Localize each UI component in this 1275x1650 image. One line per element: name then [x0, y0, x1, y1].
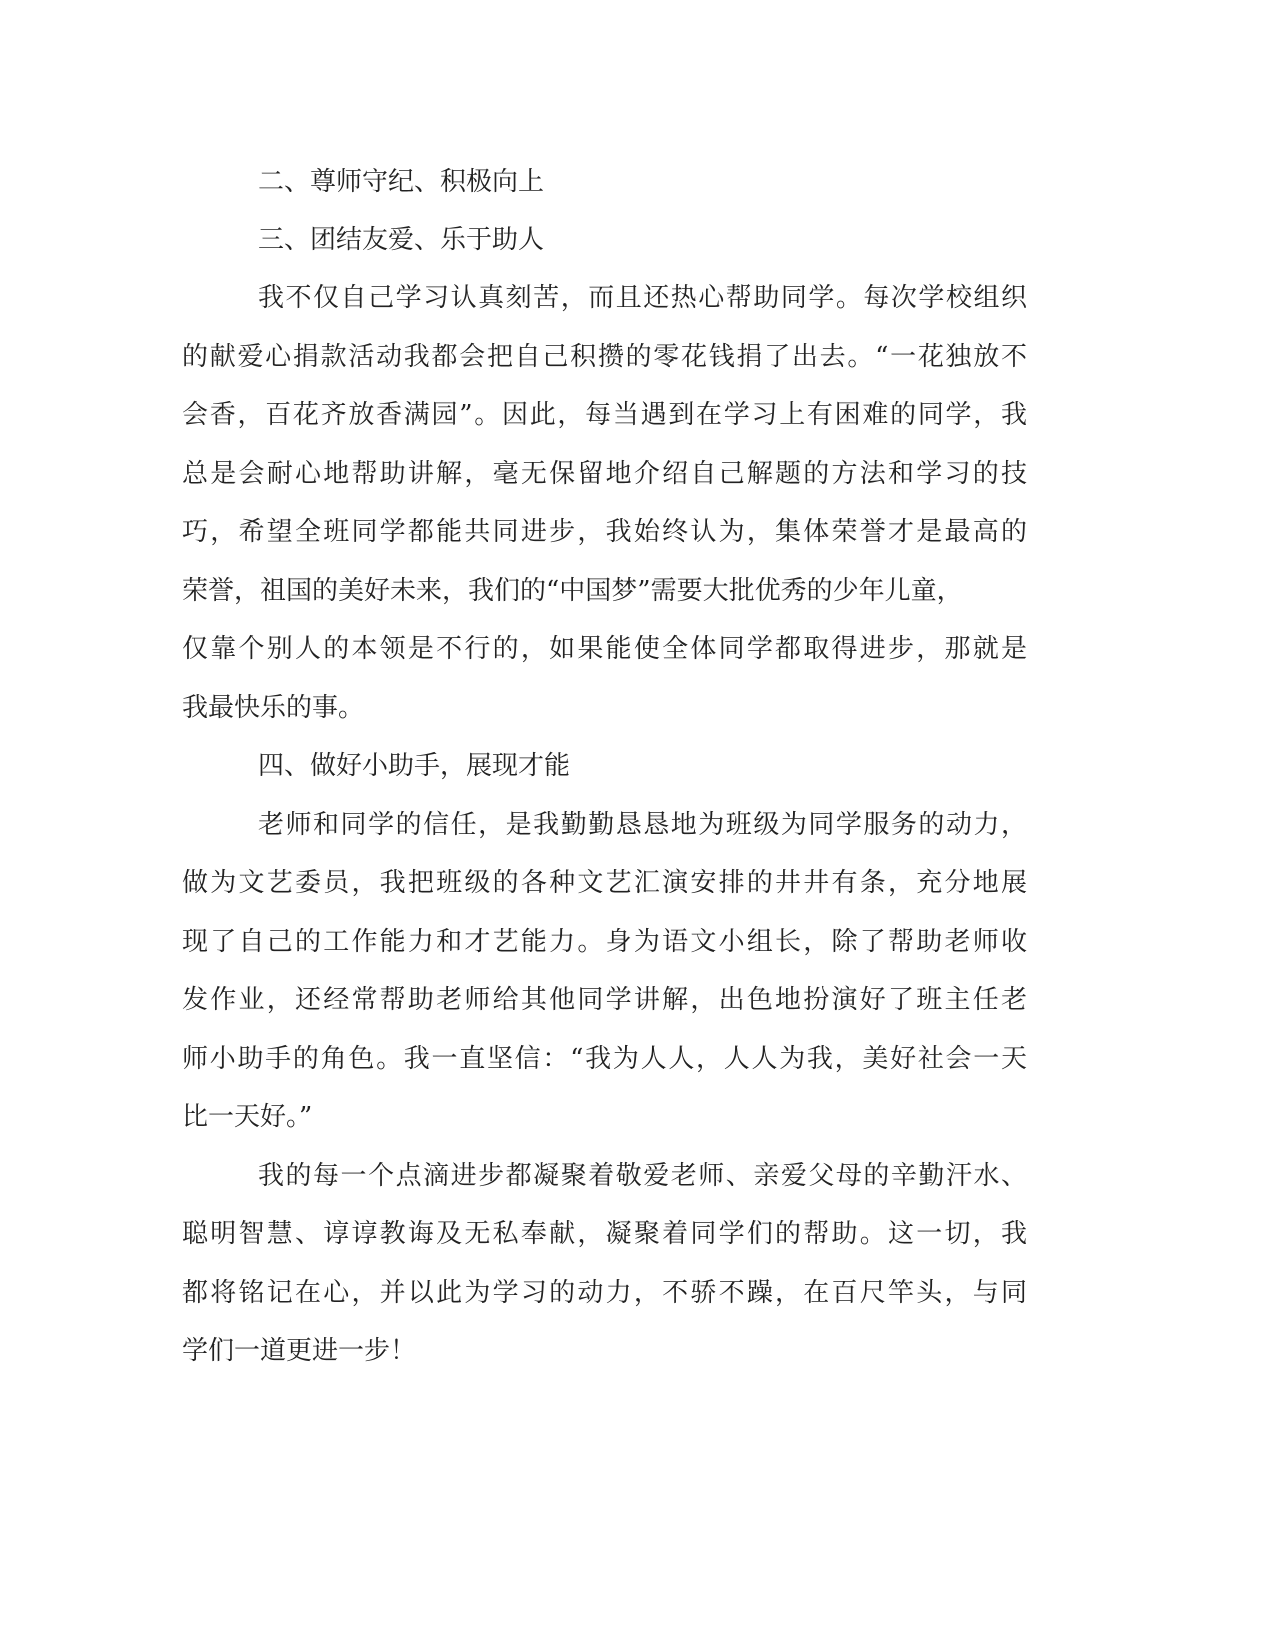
paragraph-line: 会香，百花齐放香满园”。因此，每当遇到在学习上有困难的同学，我	[182, 400, 1027, 430]
paragraph-line: 仅靠个别人的本领是不行的，如果能使全体同学都取得进步，那就是	[182, 634, 1027, 664]
paragraph-line: 做为文艺委员，我把班级的各种文艺汇演安排的井井有条，充分地展	[182, 868, 1027, 898]
paragraph-line: 总是会耐心地帮助讲解，毫无保留地介绍自己解题的方法和学习的技	[182, 459, 1027, 489]
paragraph-line: 比一天好。”	[182, 1102, 313, 1132]
paragraph-line: 现了自己的工作能力和才艺能力。身为语文小组长，除了帮助老师收	[182, 927, 1027, 957]
paragraph-line: 我最快乐的事。	[182, 693, 365, 723]
heading-4: 四、做好小助手，展现才能	[258, 751, 571, 781]
paragraph-line: 老师和同学的信任，是我勤勤恳恳地为班级为同学服务的动力，	[258, 810, 1027, 840]
paragraph-line: 的献爱心捐款活动我都会把自己积攒的零花钱捐了出去。“一花独放不	[182, 342, 1027, 372]
paragraph-line: 学们一道更进一步！	[182, 1336, 417, 1366]
paragraph-line: 我不仅自己学习认真刻苦，而且还热心帮助同学。每次学校组织	[258, 283, 1027, 313]
heading-2: 二、尊师守纪、积极向上	[258, 167, 545, 197]
paragraph-line: 发作业，还经常帮助老师给其他同学讲解，出色地扮演好了班主任老	[182, 985, 1027, 1015]
paragraph-line: 师小助手的角色。我一直坚信：“我为人人，人人为我，美好社会一天	[182, 1044, 1027, 1074]
heading-3: 三、团结友爱、乐于助人	[258, 225, 545, 255]
paragraph-line: 我的每一个点滴进步都凝聚着敬爱老师、亲爱父母的辛勤汗水、	[258, 1161, 1027, 1191]
paragraph-line: 巧，希望全班同学都能共同进步，我始终认为，集体荣誉才是最高的	[182, 517, 1027, 547]
paragraph-line: 荣誉，祖国的美好未来，我们的“中国梦”需要大批优秀的少年儿童，	[182, 576, 963, 606]
paragraph-line: 聪明智慧、谆谆教诲及无私奉献，凝聚着同学们的帮助。这一切，我	[182, 1219, 1027, 1249]
paragraph-line: 都将铭记在心，并以此为学习的动力，不骄不躁，在百尺竿头，与同	[182, 1278, 1027, 1308]
